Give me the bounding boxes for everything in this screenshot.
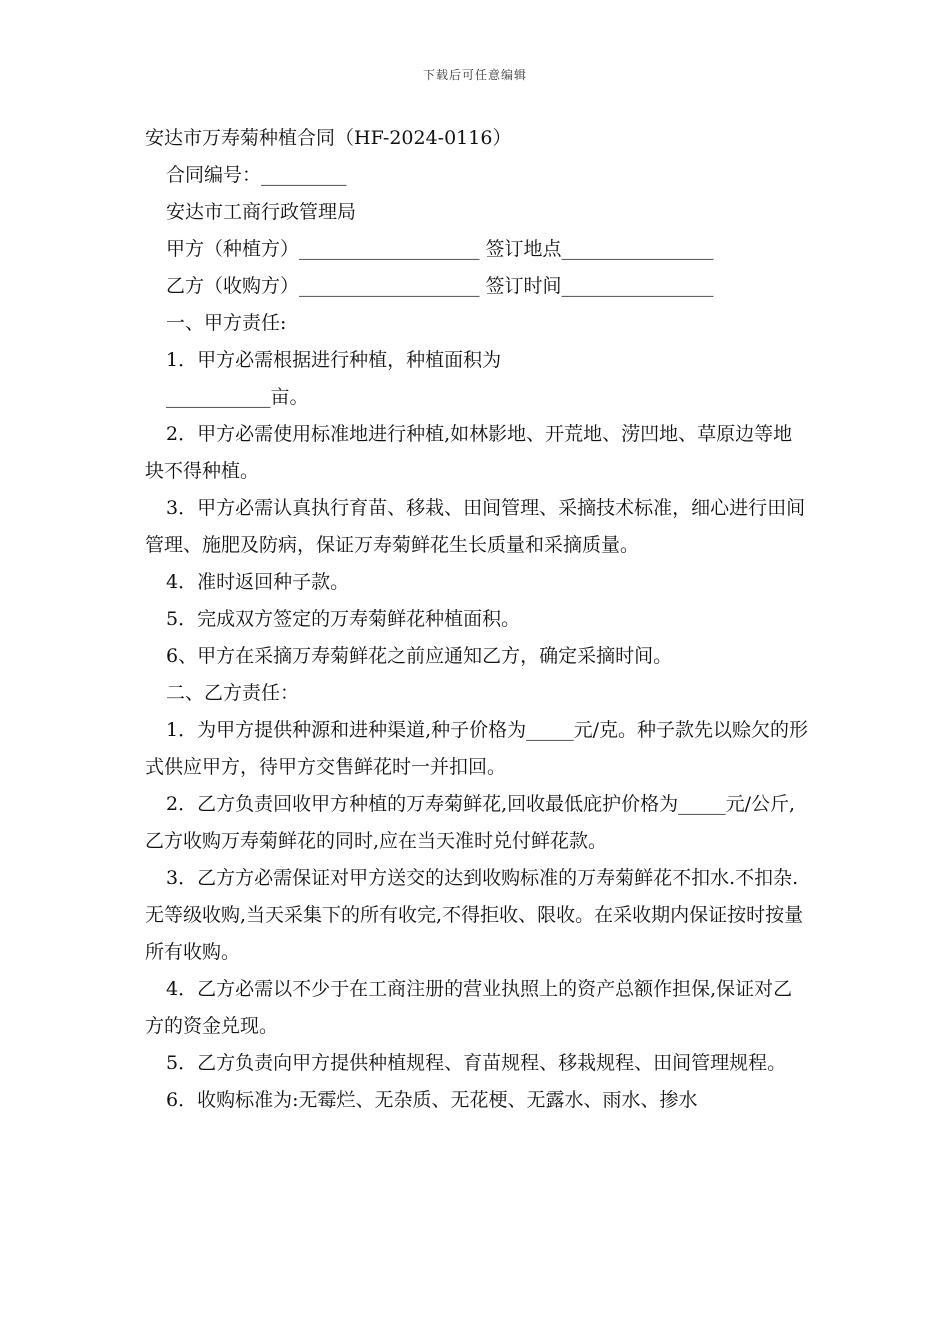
clause-a1-line1: 1．甲方必需根据进行种植，种植面积为 [166,349,502,371]
clause-b2: 2．乙方负责回收甲方种植的万寿菊鲜花,回收最低庇护价格为_____元/公斤,乙方收购万寿菊鲜花的同时,应在当天准时兑付鲜花款。 [145,793,796,852]
clause-b5: 5．乙方负责向甲方提供种植规程、育苗规程、移栽规程、田间管理规程。 [166,1052,787,1074]
clause-a3: 3．甲方必需认真执行育苗、移栽、田间管理、采摘技术标准，细心进行田间管理、施肥及防病，保证万寿菊鲜花生长质量和采摘质量。 [145,497,806,556]
clause-b6: 6．收购标准为:无霉烂、无杂质、无花梗、无露水、雨水、掺水 [166,1089,698,1111]
clause-a1-line2: ___________亩。 [166,386,309,408]
clause-b3: 3．乙方方必需保证对甲方送交的达到收购标准的万寿菊鲜花不扣水.不扣杂.无等级收购,当天采集下的所有收完,不得拒收、限收。在采收期内保证按时按量所有收购。 [145,867,804,963]
clause-a5: 5．完成双方签定的万寿菊鲜花种植面积。 [166,608,521,630]
contract-number-field: 合同编号：_________ [166,164,347,186]
clause-b4: 4．乙方必需以不少于在工商注册的营业执照上的资产总额作担保,保证对乙方的资金兑现。 [145,978,793,1037]
clause-b1: 1．为甲方提供种源和进种渠道,种子价格为_____元/克。种子款先以赊欠的形式供应甲方，待甲方交售鲜花时一并扣回。 [145,719,809,778]
clause-a2: 2．甲方必需使用标准地进行种植,如林影地、开荒地、涝凹地、草原边等地块不得种植。 [145,423,793,482]
clause-a6: 6、甲方在采摘万寿菊鲜花之前应通知乙方，确定采摘时间。 [166,645,673,667]
section-2-heading: 二、乙方责任： [166,682,300,704]
page-header-note: 下载后可任意编辑 [422,68,527,82]
section-1-heading: 一、甲方责任: [166,312,287,334]
document-body [145,120,810,1119]
document-title: 安达市万寿菊种植合同（HF-2024-0116） [145,127,512,149]
authority-line: 安达市工商行政管理局 [166,201,357,223]
party-b-line: 乙方（收购方）___________________ 签订时间________________ [166,275,714,297]
party-a-line: 甲方（种植方）___________________ 签订地点________________ [166,238,714,260]
clause-a4: 4．准时返回种子款。 [166,571,350,593]
